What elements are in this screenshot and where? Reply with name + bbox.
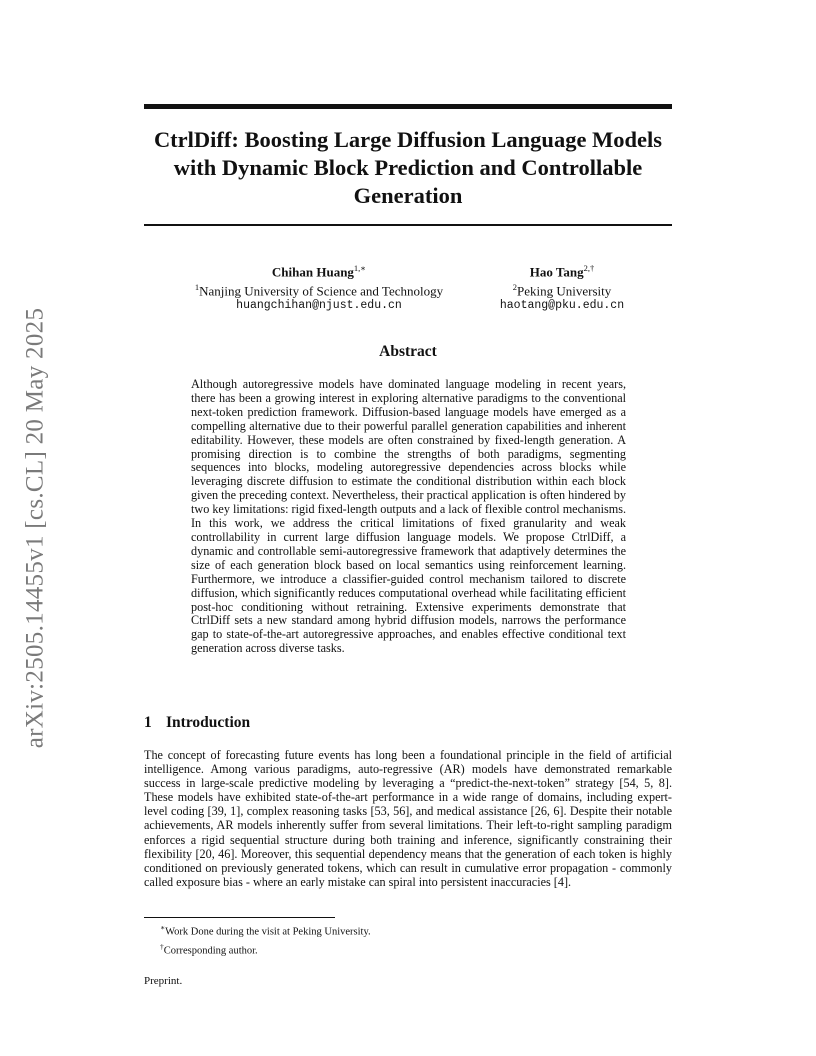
title-top-rule xyxy=(144,104,672,109)
arxiv-identifier xyxy=(20,292,50,764)
arxiv-identifier-text: arXiv:2505.14455v1 [cs.CL] 20 May 2025 xyxy=(21,307,49,749)
footnote-text: Corresponding author. xyxy=(163,945,258,956)
author-affiliation: Peking University xyxy=(517,283,612,299)
footnote-rule xyxy=(144,917,335,918)
author-name: Hao Tang xyxy=(529,264,584,280)
preprint-label: Preprint. xyxy=(144,975,183,987)
footnotes xyxy=(160,921,371,958)
author-name: Chihan Huang xyxy=(271,264,354,280)
footnote-mark: ∗ xyxy=(160,923,166,932)
section-number: 1 xyxy=(144,714,152,731)
author-marks: 2,† xyxy=(583,263,595,273)
author-email: haotang@pku.edu.cn xyxy=(499,298,625,312)
abstract-text: Although autoregressive models have dominated language modeling in recent years, there has been a growing interest in exploring alternative paradigms to the conventional next-token prediction framework. Diffusion-based language models have emerged as a compelling alternative due to their powerful parallel generation capabilities and inherent editability. However, these models are often constrained by fixed-length generation. A promising direction is to combine the strengths of both paradigms, segmenting sequences into blocks, modeling autoregressive dependencies across blocks while leveraging discrete diffusion to estimate the conditional distribution within each block given the preceding context. Nevertheless, their practical application is often hindered by two key limitations: rigid fixed-length outputs and a lack of flexible control mechanisms. In this work, we address the critical limitations of fixed granularity and weak controllability in current large diffusion language models. We propose CtrlDiff, a dynamic and controllable semi-autoregressive framework that adaptively determines the size of each generation block based on local semantics using reinforcement learning. Furthermore, we introduce a classifier-guided control mechanism tailored to discrete diffusion, which significantly reduces computational overhead while facilitating efficient post-hoc conditioning without retraining. Extensive experiments demonstrate that CtrlDiff sets a new standard among hybrid diffusion models, narrows the performance gap to state-of-the-art autoregressive approaches, and enables effective conditional text generation across diverse tasks. xyxy=(191,377,626,656)
author-affiliation: Nanjing University of Science and Technology xyxy=(199,283,444,299)
footnote-2 xyxy=(160,940,371,959)
title-bottom-rule xyxy=(144,224,672,226)
section-heading-introduction xyxy=(144,714,250,732)
author-block-2 xyxy=(486,261,638,313)
footnote-1 xyxy=(160,921,371,940)
introduction-paragraph: The concept of forecasting future events has long been a foundational principle in the field of artificial intelligence. Among various paradigms, auto-regressive (AR) models have demonstrated remarkable success in large-scale predictive modeling by leveraging a “predict-the-next-token” strategy [54, 5, 8]. These models have exhibited state-of-the-art performance in a wide range of domains, including expert-level coding [39, 1], complex reasoning tasks [53, 56], and medical assistance [26, 6]. Despite their notable achievements, AR models inherently suffer from several limitations. Their left-to-right sampling paradigm enforces a rigid sequential structure during both training and inference, significantly constraining their flexibility [20, 46]. Moreover, this sequential dependency means that the generation of each token is highly conditioned on previously generated tokens, which can result in cumulative error propagation - commonly called exposure bias - where an early mistake can spiral into persistent inaccuracies [4]. xyxy=(144,748,672,889)
author-email: huangchihan@njust.edu.cn xyxy=(236,298,402,312)
footnote-text: Work Done during the visit at Peking University. xyxy=(165,926,371,938)
author-marks: 1,∗ xyxy=(353,263,367,273)
section-title: Introduction xyxy=(166,714,251,731)
paper-title: CtrlDiff: Boosting Large Diffusion Language Models with Dynamic Block Prediction and Controllable Generation xyxy=(153,127,663,208)
affiliation-mark: 1 xyxy=(194,281,200,292)
affiliation-mark: 2 xyxy=(512,281,517,292)
abstract-heading: Abstract xyxy=(379,343,437,360)
footnote-mark: † xyxy=(160,941,164,951)
author-block-1 xyxy=(180,261,458,313)
